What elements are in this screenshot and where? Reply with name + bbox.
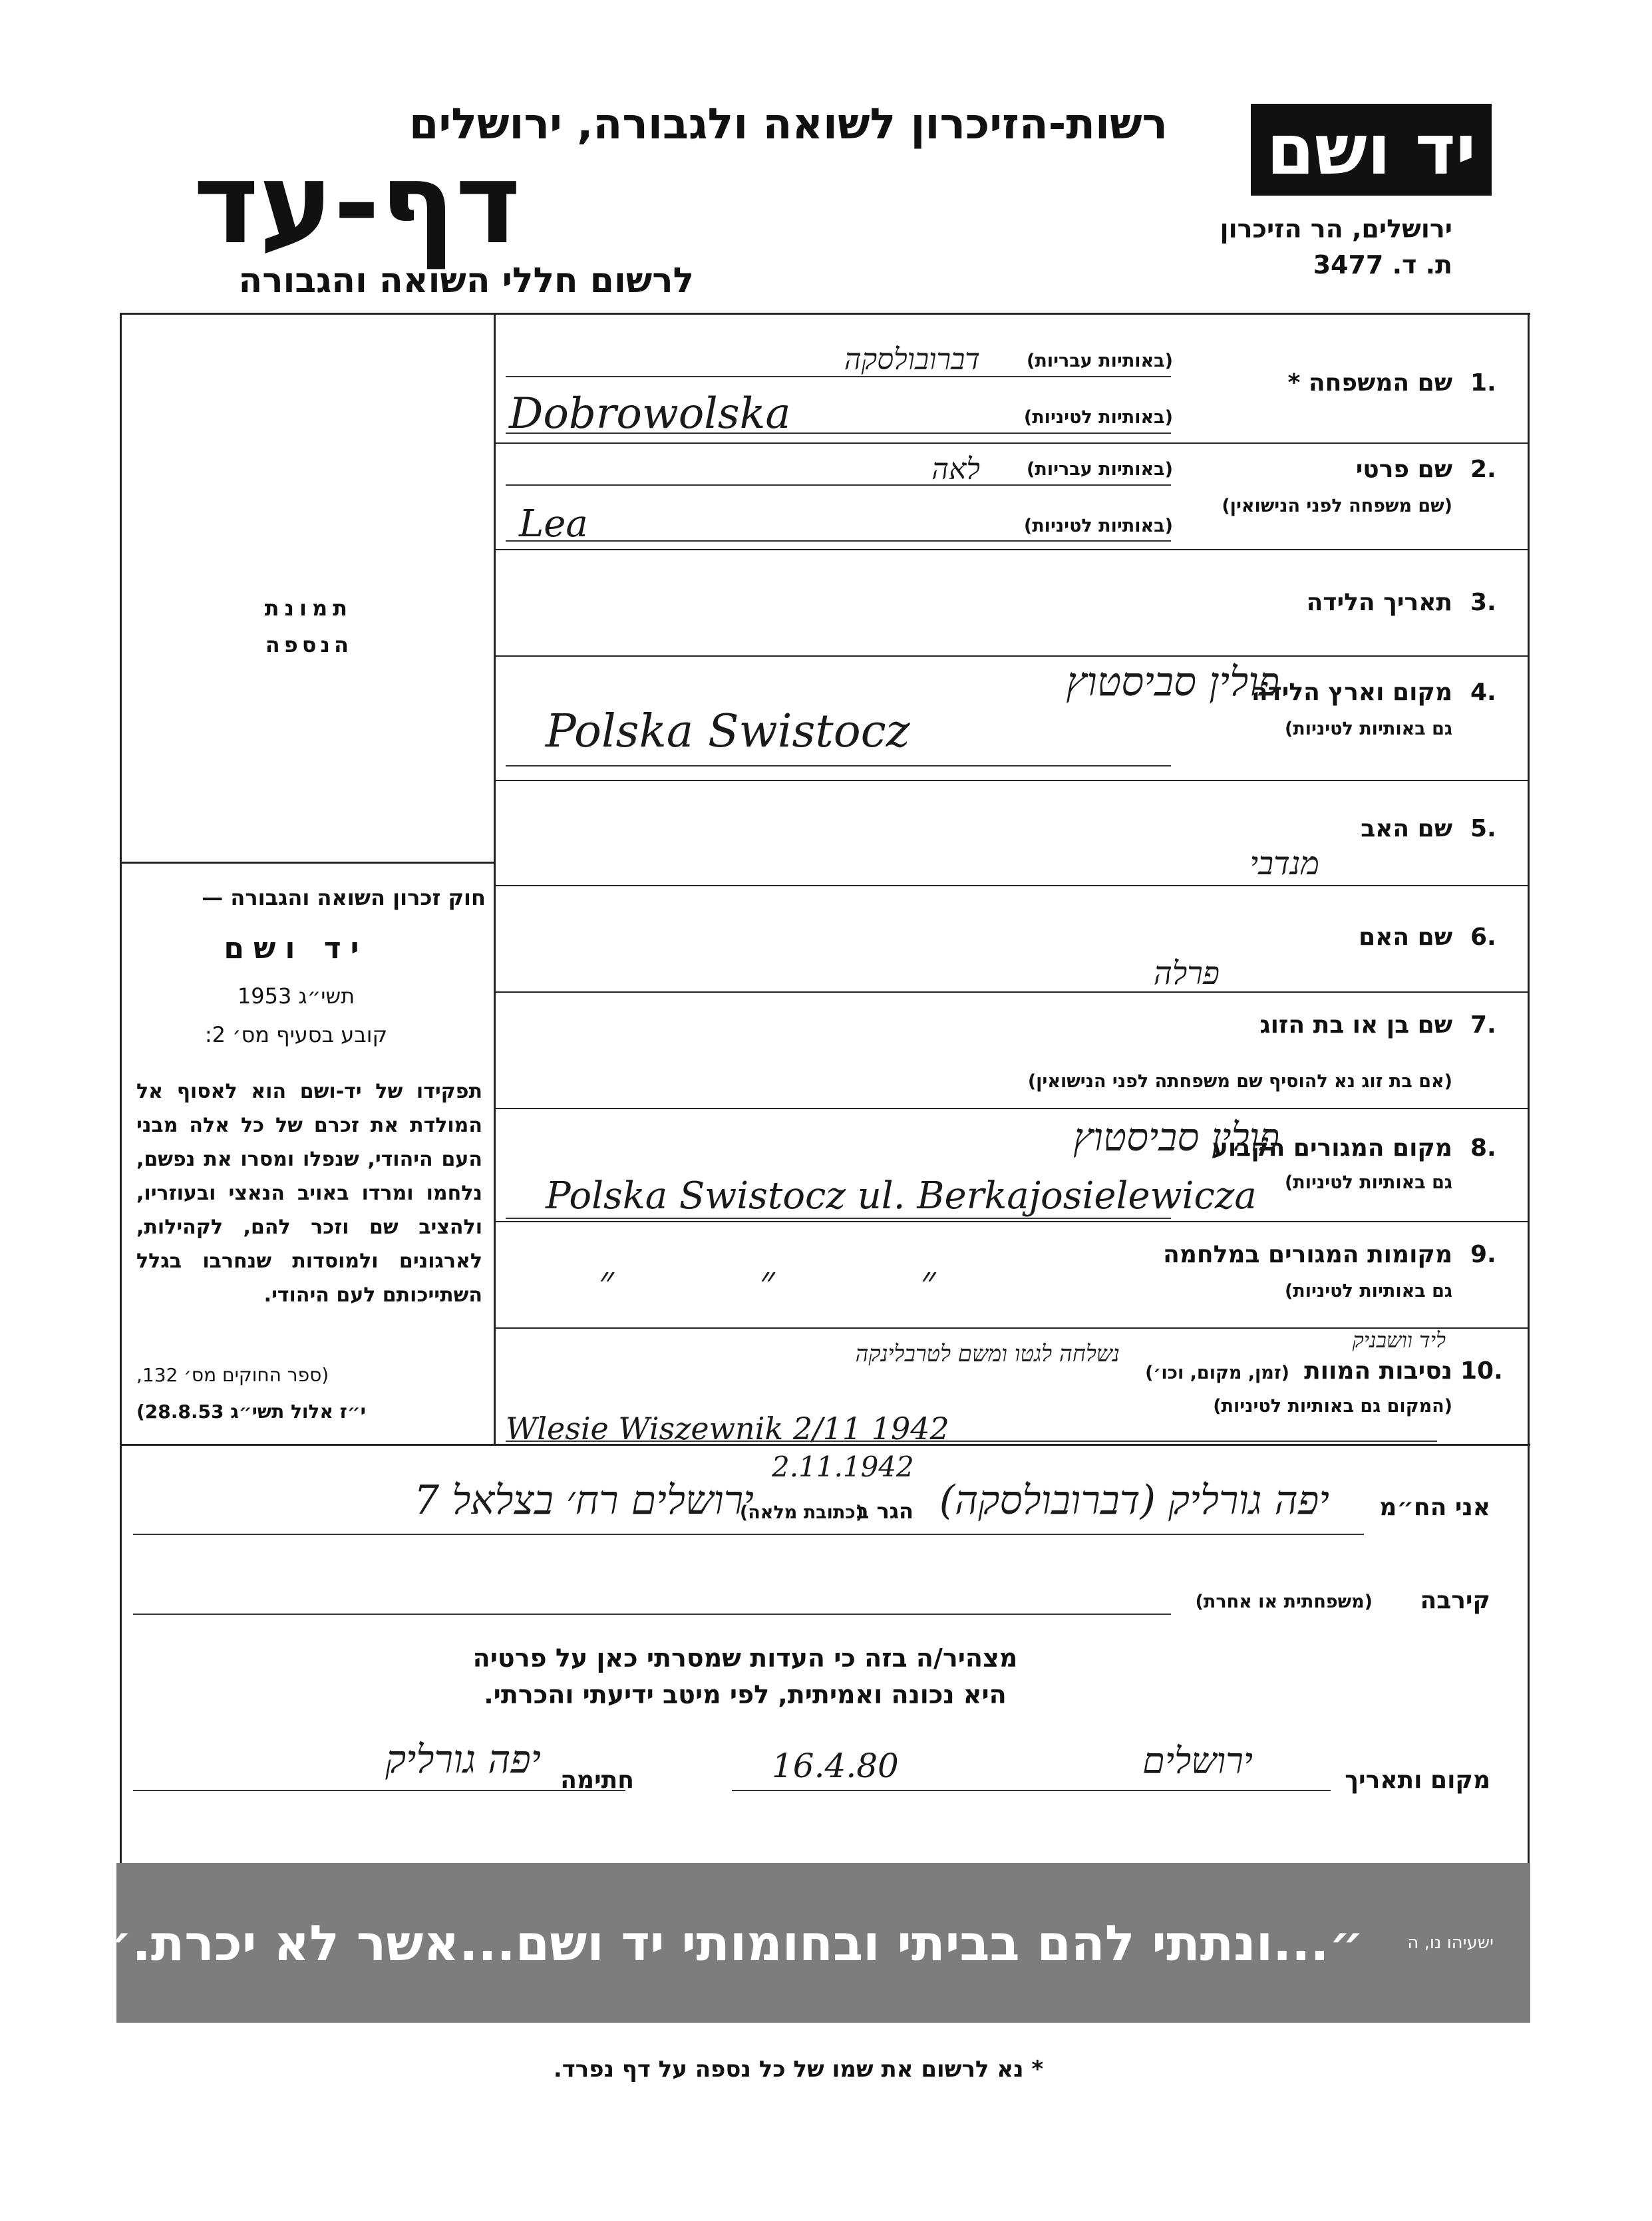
footer-note: * נא לרשום את שמו של כל נספה על דף נפרד. (553, 2056, 1044, 2083)
hebrew-letters-hint: (באותיות עבריות) (1027, 351, 1173, 371)
banner-source: ישעיהו נו, ה (1407, 1933, 1494, 1953)
signature-label: חתימה (560, 1767, 634, 1794)
maiden-name-hint: (שם משפחה לפני הנישואין) (1222, 496, 1452, 516)
sep-2-3 (494, 549, 1528, 550)
also-latin-hint: גם באותיות לטיניות) (1284, 719, 1452, 739)
photo-box-bottom (120, 862, 494, 864)
address-hint: (כתובת מלאה) (739, 1502, 864, 1523)
death-circumstances-line-1[interactable]: ליד וושבניק (1352, 1327, 1446, 1353)
signature-value[interactable]: יפה גורליק (385, 1737, 541, 1782)
sep-4-5 (494, 780, 1528, 781)
law-heading: חוק זכרון השואה והגבורה — (202, 885, 486, 910)
latin-letters-hint: (באותיות לטיניות) (1023, 516, 1173, 536)
field-number: 9. (1470, 1241, 1496, 1268)
sep-6-7 (494, 991, 1528, 993)
field-number: 4. (1470, 679, 1496, 706)
field-number: 3. (1470, 589, 1496, 616)
authority-title: רשות-הזיכרון לשואה ולגבורה, ירושלים (409, 100, 1168, 149)
photo-label: תמונת (264, 596, 353, 621)
place-value[interactable]: ירושלים (1142, 1740, 1253, 1782)
field-label: שם המשפחה * (1287, 369, 1452, 397)
mother-name-value[interactable]: פרלה (1153, 955, 1220, 992)
hebrew-line (506, 484, 1171, 486)
banner-quote: ״...ונתתי להם בביתי ובחומותי יד ושם...אשר לא יכרת.״ (97, 1915, 1364, 1972)
field-label: שם בן או בת הזוג (1259, 1011, 1452, 1039)
declarant-prefix: אני הח״מ (1379, 1494, 1490, 1521)
death-circumstances-latin[interactable]: Wlesie Wiszewnik 2/11 1942 (506, 1411, 949, 1447)
field-number: 6. (1470, 924, 1496, 951)
also-latin-hint: גם באותיות לטיניות) (1284, 1172, 1452, 1193)
form-subtitle: לרשום חללי השואה והגבורה (238, 261, 694, 301)
law-clause: קובע בסעיף מס׳ 2: (204, 1022, 388, 1047)
father-name-value[interactable]: מנדבי (1249, 845, 1319, 882)
sep-3-4 (494, 655, 1528, 657)
frame-top (120, 313, 1530, 315)
field-number: 8. (1470, 1134, 1496, 1162)
address-line: ירושלים, הר הזיכרון (1220, 214, 1452, 244)
relation-label: קירבה (1420, 1587, 1490, 1614)
sep-1-2 (494, 442, 1528, 444)
law-text: תפקידו של יד-ושם הוא לאסוף אל המולדת את זכרם של כל אלה מבני העם היהודי, שנפלו ומסרו את נפשם, נלחמו ומרדו באויב הנאצי ובעוזריו, ולהציב שם וזכר להם, לקהילות, לארגונים ולמוסדות שנחרבו בגלל השתייכותם לעם היהודי. (136, 1080, 482, 1307)
hebrew-letters-hint: (באותיות עבריות) (1027, 459, 1173, 480)
latin-line (506, 1218, 1171, 1219)
sep-7-8 (494, 1108, 1528, 1109)
death-place-hint: (המקום גם באותיות לטיניות) (1213, 1396, 1452, 1417)
sep-5-6 (494, 885, 1528, 886)
field-label: שם פרטי (1355, 456, 1452, 483)
frame-right (1528, 313, 1530, 1863)
logo (1251, 104, 1492, 196)
residence-latin-value[interactable]: Polska Swistocz ul. Berkajosielewicza (546, 1174, 1257, 1218)
law-citation: (ספר החוקים מס׳ 132, (136, 1364, 329, 1386)
death-time-hint: (זמן, מקום, וכו׳) (1145, 1363, 1289, 1383)
first-name-latin-value[interactable]: Lea (519, 502, 588, 546)
frame-left (120, 313, 122, 1863)
declaration-line-2: היא נכונה ואמיתית, לפי מיטב ידיעתי והכרתי. (484, 1680, 1007, 1709)
quote-banner (97, 1863, 1530, 2023)
column-divider (494, 313, 496, 1444)
latin-line (506, 765, 1171, 767)
photo-label-2: הנספה (265, 632, 353, 657)
field-label: נסיבות המוות (1304, 1357, 1452, 1385)
field-number: 2. (1470, 456, 1496, 483)
field-number: 7. (1470, 1011, 1496, 1039)
field-label: מקום וארץ הלידה (1251, 679, 1452, 706)
declaration-line-1: מצהיר/ה בזה כי העדות שמסרתי כאן על פרטיה (472, 1643, 1018, 1673)
field-label: שם האב (1361, 815, 1452, 842)
residence-hebrew-value[interactable]: פולין סביסטוץ (1073, 1114, 1279, 1160)
law-citation-2: י״ז אלול תשי״ג 28.8.53) (136, 1401, 366, 1423)
spouse-note: (אם בת זוג נא להוסיף שם משפחתה לפני הנישואין) (1027, 1071, 1452, 1092)
also-latin-hint: גם באותיות לטיניות) (1284, 1281, 1452, 1301)
field-number: 5. (1470, 815, 1496, 842)
signature-line (133, 1790, 625, 1791)
field-label: תאריך הלידה (1306, 589, 1452, 616)
death-date-value[interactable]: 2.11.1942 (772, 1451, 914, 1483)
place-date-label: מקום ותאריך (1345, 1767, 1490, 1794)
law-name: יד ושם (224, 932, 369, 965)
surname-hebrew-value[interactable]: דברובולסקה (844, 343, 980, 377)
first-name-hebrew-value[interactable]: לאה (931, 452, 980, 486)
latin-line (506, 1441, 1437, 1442)
po-box: ת. ד. 3477 (1313, 250, 1452, 279)
death-circumstances-line-2[interactable]: נשלחה לגטו ומשם לטרבלינקה (855, 1341, 1120, 1367)
relation-hint: (משפחתית או אחרת) (1195, 1592, 1373, 1612)
birth-place-hebrew-value[interactable]: פולין סביסטוץ (1066, 659, 1279, 705)
field-number: 10. (1460, 1357, 1503, 1385)
date-value[interactable]: 16.4.80 (772, 1747, 899, 1785)
relation-line (133, 1614, 1171, 1615)
field-label: מקומות המגורים במלחמה (1163, 1241, 1452, 1268)
surname-latin-value[interactable]: Dobrowolska (509, 389, 791, 438)
hebrew-line (506, 376, 1171, 377)
declarant-resides-label: הגר ב (856, 1498, 913, 1524)
sep-8-9 (494, 1221, 1528, 1222)
declarant-name-value[interactable]: יפה גורליק (דברובולסקה) (939, 1477, 1329, 1524)
logo-text: יד ושם (1266, 109, 1476, 190)
field-number: 1. (1470, 369, 1496, 397)
declarant-line (133, 1534, 1364, 1535)
wartime-residence-value[interactable]: ״ ״ ״ (599, 1258, 936, 1304)
declarant-address-value[interactable]: ירושלים רח׳ בצלאל 7 (413, 1477, 754, 1524)
form-title: דף-עד (193, 138, 521, 269)
latin-letters-hint: (באותיות לטיניות) (1023, 407, 1173, 428)
place-date-line (732, 1790, 1331, 1791)
field-label: מקום המגורים הקבוע (1212, 1134, 1452, 1162)
latin-line (506, 540, 1171, 542)
birth-place-latin-value[interactable]: Polska Swistocz (546, 705, 910, 758)
law-year: תשי״ג 1953 (237, 983, 355, 1009)
field-label: שם האם (1359, 924, 1452, 951)
